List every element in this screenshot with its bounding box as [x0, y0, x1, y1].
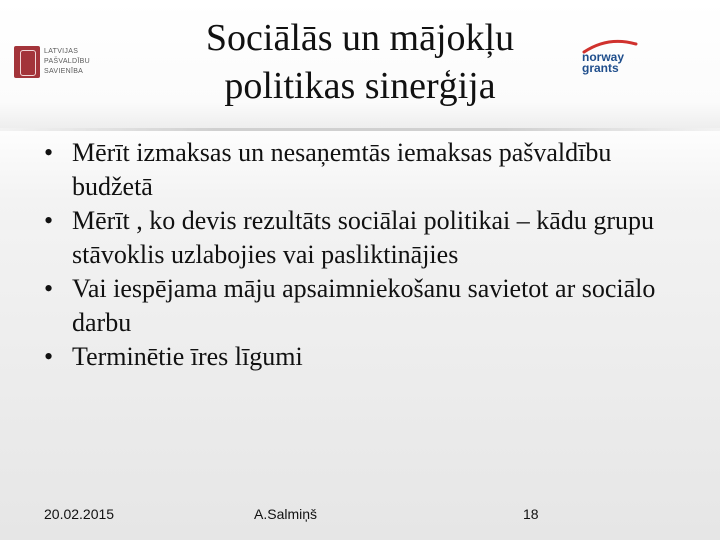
bullet-item [44, 136, 694, 204]
bullet-item [44, 204, 694, 272]
bullet-text: Mērīt izmaksas un nesaņemtās iemaksas pašvaldību budžetā [72, 138, 612, 201]
footer-author: A.Salmiņš [254, 506, 318, 522]
bullet-marker: • [44, 206, 54, 235]
logo-text [44, 47, 90, 77]
slide-number: 18 [523, 506, 539, 522]
title-line-2: politikas sinerģija [224, 65, 496, 107]
bullet-marker: • [44, 138, 54, 167]
bullet-marker: • [44, 342, 54, 371]
title-line-1: Sociālās un mājokļu [205, 17, 515, 59]
slide-title [130, 14, 590, 110]
norway-grants-logo [578, 38, 658, 80]
logo-line: PAŠVALDĪBU [44, 58, 90, 65]
bullet-item [44, 340, 694, 374]
latvian-municipalities-logo [14, 46, 114, 80]
bullet-marker: • [44, 274, 54, 303]
footer-date: 20.02.2015 [44, 506, 115, 522]
logo-line: grants [582, 61, 619, 75]
logo-line: norway [582, 50, 625, 64]
bullet-list [44, 136, 694, 374]
logo-line: SAVIENĪBA [44, 68, 84, 75]
bullet-text: Vai iespējama māju apsaimniekošanu savietot ar sociālo darbu [72, 274, 656, 337]
header-divider [0, 128, 720, 131]
bullet-text: Mērīt , ko devis rezultāts sociālai politikai – kādu grupu stāvoklis uzlabojies vai pasliktinājies [72, 206, 654, 269]
bullet-item [44, 272, 694, 340]
municipality-emblem-icon [14, 46, 40, 78]
bullet-text: Terminētie īres līgumi [72, 342, 303, 371]
logo-line: LATVIJAS [44, 48, 79, 55]
logo-text [582, 52, 624, 74]
